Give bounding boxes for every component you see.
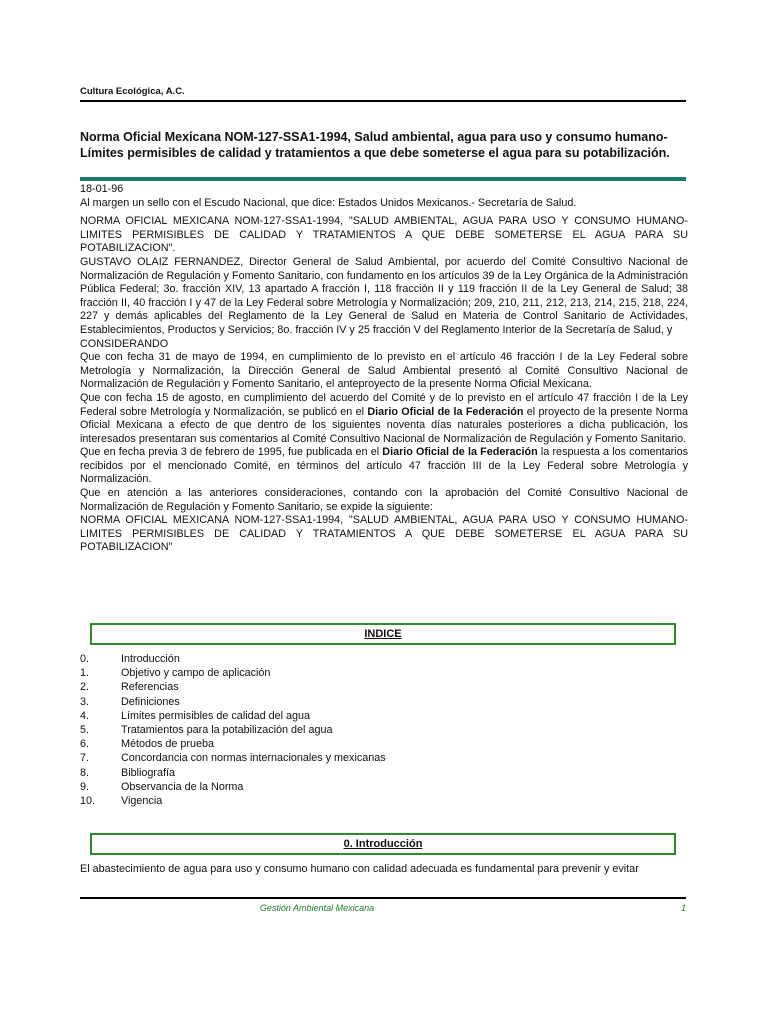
toc-item bbox=[80, 680, 680, 694]
toc-item bbox=[80, 666, 680, 680]
toc-number: 4. bbox=[80, 709, 90, 722]
toc-number: 9. bbox=[80, 780, 90, 793]
document-title: Norma Oficial Mexicana NOM-127-SSA1-1994, Salud ambiental, agua para uso y consumo humano-Límites permisibles de calidad y tratamientos a que debe someterse el agua para su potabilización. bbox=[80, 130, 670, 160]
toc-item bbox=[80, 695, 680, 709]
introduction-heading-box bbox=[90, 833, 676, 855]
toc-label: Tratamientos para la potabilización del agua bbox=[121, 724, 333, 737]
toc-item bbox=[80, 709, 680, 723]
toc-label: Bibliografía bbox=[121, 766, 176, 779]
toc-item bbox=[80, 751, 680, 765]
index-heading-box bbox=[90, 623, 676, 645]
paragraph-2 bbox=[80, 392, 688, 446]
document-body bbox=[80, 183, 688, 555]
toc-item bbox=[80, 794, 680, 808]
toc-item bbox=[80, 780, 680, 794]
diario-oficial-ref: Diario Oficial de la Federación bbox=[367, 405, 524, 418]
paragraph-3-end: la respuesta a los comentarios recibidos por el mencionado Comité, en términos del artículo 47 fracción III de la Ley Federal sobre Metrología y Normalización. bbox=[80, 446, 688, 486]
toc-number: 2. bbox=[80, 681, 90, 694]
organization-name: Cultura Ecológica, A.C. bbox=[80, 86, 185, 97]
toc-number: 3. bbox=[80, 695, 90, 708]
paragraph-2-start: Que con fecha 15 de agosto, en cumplimiento del acuerdo del Comité y de lo previsto en el artículo 47 fracción I de la Ley Federal sobre Metrología y Normalización, se publicó en el bbox=[80, 391, 688, 418]
paragraph-2-end: el proyecto de la presente Norma Oficial Mexicana a efecto de que dentro de los siguientes noventa días naturales posteriores a dicha publicación, los interesados presentaran sus comentarios al Comité Consultivo Nacional de Normalización de Regulación y Fomento Sanitario. bbox=[80, 405, 688, 445]
director-paragraph: GUSTAVO OLAIZ FERNANDEZ, Director General de Salud Ambiental, por acuerdo del Comité Consultivo Nacional de Normalización de Regulación y Fomento Sanitario, con fundamento en los artículos 39 de la Ley Orgánica de la Administración Pública Federal; 3o. fracción XIV, 13 apartado A fracción I, 118 fracción II y 119 fracción II de la Ley General de Salud; 38 fracción II, 40 fracción I y 47 de la Ley Federal sobre Metrología y Normalización; 209, 210, 211, 212, 213, 214, 215, 218, 224, 227 y demás aplicables del Reglamento de la Ley General de Salud en Materia de Control Sanitario de Actividades, Establecimientos, Productos y Servicios; 8o. fracción IV y 25 fracción V del Reglamento Interior de la Secretaría de Salud, y bbox=[80, 255, 688, 336]
toc-item bbox=[80, 737, 680, 751]
norm-heading: NORMA OFICIAL MEXICANA NOM-127-SSA1-1994, "SALUD AMBIENTAL, AGUA PARA USO Y CONSUMO HUMANO-LIMITES PERMISIBLES DE CALIDAD Y TRATAMIENTOS A QUE DEBE SOMETERSE EL AGUA PARA SU POTABILIZACION". bbox=[80, 215, 688, 255]
considerando-label: CONSIDERANDO bbox=[80, 337, 169, 350]
title-underline-bar bbox=[80, 177, 686, 181]
toc-item bbox=[80, 652, 680, 666]
toc-label: Objetivo y campo de aplicación bbox=[121, 667, 271, 680]
toc-number: 10. bbox=[80, 795, 96, 808]
toc-label: Límites permisibles de calidad del agua bbox=[121, 709, 311, 722]
footer-publication: Gestión Ambiental Mexicana bbox=[259, 903, 375, 913]
introduction-heading: 0. Introducción bbox=[343, 838, 423, 850]
table-of-contents bbox=[80, 652, 680, 808]
toc-number: 8. bbox=[80, 766, 90, 779]
toc-number: 0. bbox=[80, 653, 90, 665]
page-number: 1 bbox=[680, 903, 686, 913]
introduction-text: El abastecimiento de agua para uso y consumo humano con calidad adecuada es fundamental para prevenir y evitar bbox=[80, 863, 639, 875]
toc-label: Métodos de prueba bbox=[121, 738, 215, 751]
toc-number: 5. bbox=[80, 724, 90, 737]
toc-label: Concordancia con normas internacionales y mexicanas bbox=[121, 752, 386, 765]
header-rule bbox=[80, 100, 686, 102]
paragraph-1: Que con fecha 31 de mayo de 1994, en cumplimiento de lo previsto en el artículo 46 fracción I de la Ley Federal sobre Metrología y Normalización, la Dirección General de Salud Ambiental presentó al Comité Consultivo Nacional de Normalización de Regulación y Fomento Sanitario, el anteproyecto de la presente Norma Oficial Mexicana. bbox=[80, 351, 688, 391]
diario-oficial-ref: Diario Oficial de la Federación bbox=[382, 446, 538, 459]
paragraph-3-start: Que en fecha previa 3 de febrero de 1995, fue publicada en el bbox=[80, 446, 383, 459]
paragraph-3 bbox=[80, 446, 688, 487]
toc-item bbox=[80, 766, 680, 780]
toc-label: Referencias bbox=[121, 681, 179, 694]
margin-note: Al margen un sello con el Escudo Nacional, que dice: Estados Unidos Mexicanos.- Secretaría de Salud. bbox=[80, 196, 577, 209]
toc-label: Definiciones bbox=[121, 695, 180, 708]
toc-number: 6. bbox=[80, 738, 90, 751]
toc-label: Introducción bbox=[121, 653, 180, 665]
norm-heading-repeat: NORMA OFICIAL MEXICANA NOM-127-SSA1-1994, "SALUD AMBIENTAL, AGUA PARA USO Y CONSUMO HUMANO-LIMITES PERMISIBLES DE CALIDAD Y TRATAMIENTOS A QUE DEBE SOMETERSE EL AGUA PARA SU POTABILIZACION" bbox=[80, 514, 688, 554]
toc-label: Observancia de la Norma bbox=[121, 780, 244, 793]
toc-item bbox=[80, 723, 680, 737]
paragraph-4: Que en atención a las anteriores consideraciones, contando con la aprobación del Comité Consultivo Nacional de Normalización de Regulación y Fomento Sanitario, se expide la siguiente: bbox=[80, 487, 688, 513]
toc-number: 1. bbox=[80, 667, 90, 680]
footer-rule bbox=[80, 897, 686, 899]
document-date: 18-01-96 bbox=[80, 183, 124, 195]
toc-label: Vigencia bbox=[121, 795, 163, 808]
index-heading: INDICE bbox=[364, 628, 402, 640]
toc-number: 7. bbox=[80, 752, 90, 765]
